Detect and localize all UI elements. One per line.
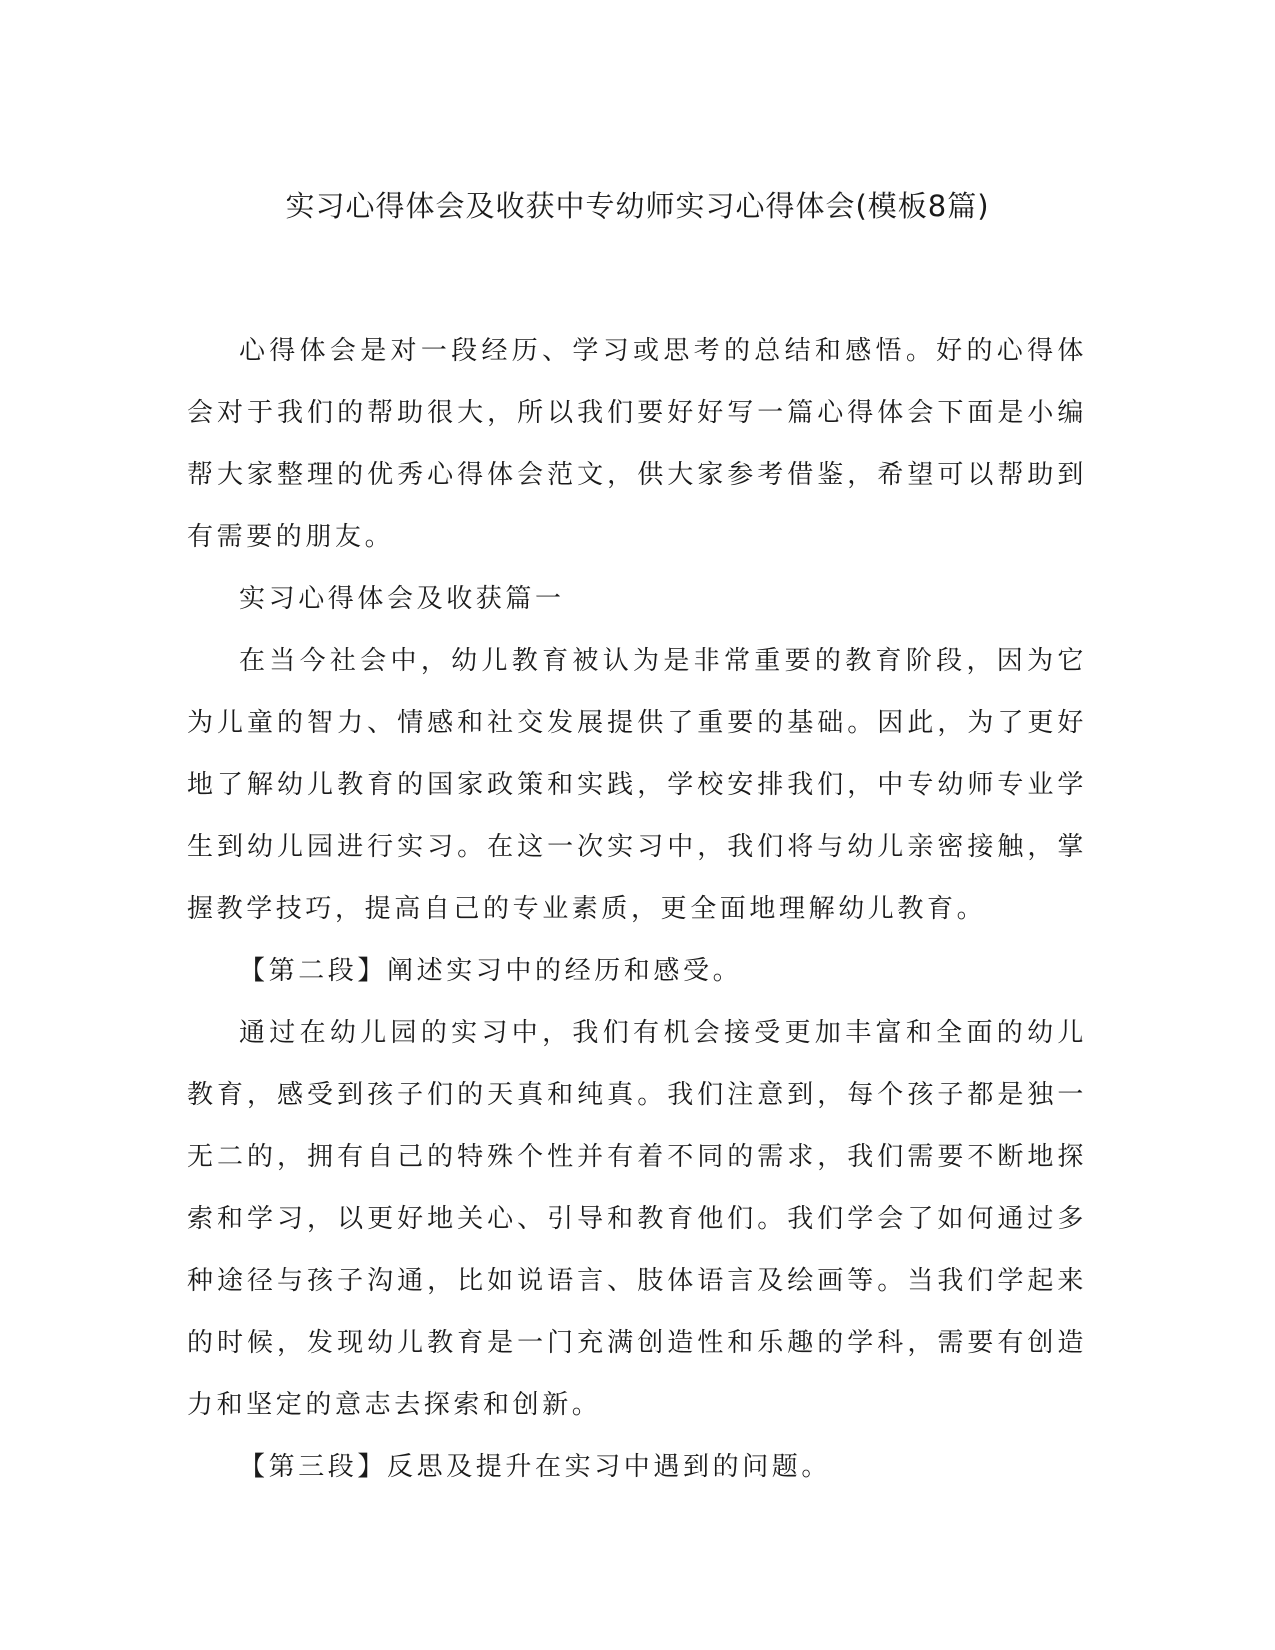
body-paragraph: 通过在幼儿园的实习中，我们有机会接受更加丰富和全面的幼儿教育，感受到孩子们的天真和纯真。我们注意到，每个孩子都是独一无二的，拥有自己的特殊个性并有着不同的需求，我们需要不断地探索和学习，以更好地关心、引导和教育他们。我们学会了如何通过多种途径与孩子沟通，比如说语言、肢体语言及绘画等。当我们学起来的时候，发现幼儿教育是一门充满创造性和乐趣的学科，需要有创造力和坚定的意志去探索和创新。	[187, 1018, 1087, 1420]
section-heading-part-one: 实习心得体会及收获篇一	[239, 584, 565, 614]
section-heading-second: 【第二段】阐述实习中的经历和感受。	[239, 956, 743, 986]
document-title: 实习心得体会及收获中专幼师实习心得体会(模板8篇)	[285, 189, 990, 223]
body-paragraph: 在当今社会中，幼儿教育被认为是非常重要的教育阶段，因为它为儿童的智力、情感和社交发展提供了重要的基础。因此，为了更好地了解幼儿教育的国家政策和实践，学校安排我们，中专幼师专业学生到幼儿园进行实习。在这一次实习中，我们将与幼儿亲密接触，掌握教学技巧，提高自己的专业素质，更全面地理解幼儿教育。	[187, 646, 1087, 924]
document-body	[187, 320, 1087, 1498]
intro-paragraph: 心得体会是对一段经历、学习或思考的总结和感悟。好的心得体会对于我们的帮助很大，所以我们要好好写一篇心得体会下面是小编帮大家整理的优秀心得体会范文，供大家参考借鉴，希望可以帮助到有需要的朋友。	[187, 336, 1087, 552]
section-heading-third: 【第三段】反思及提升在实习中遇到的问题。	[239, 1452, 832, 1482]
